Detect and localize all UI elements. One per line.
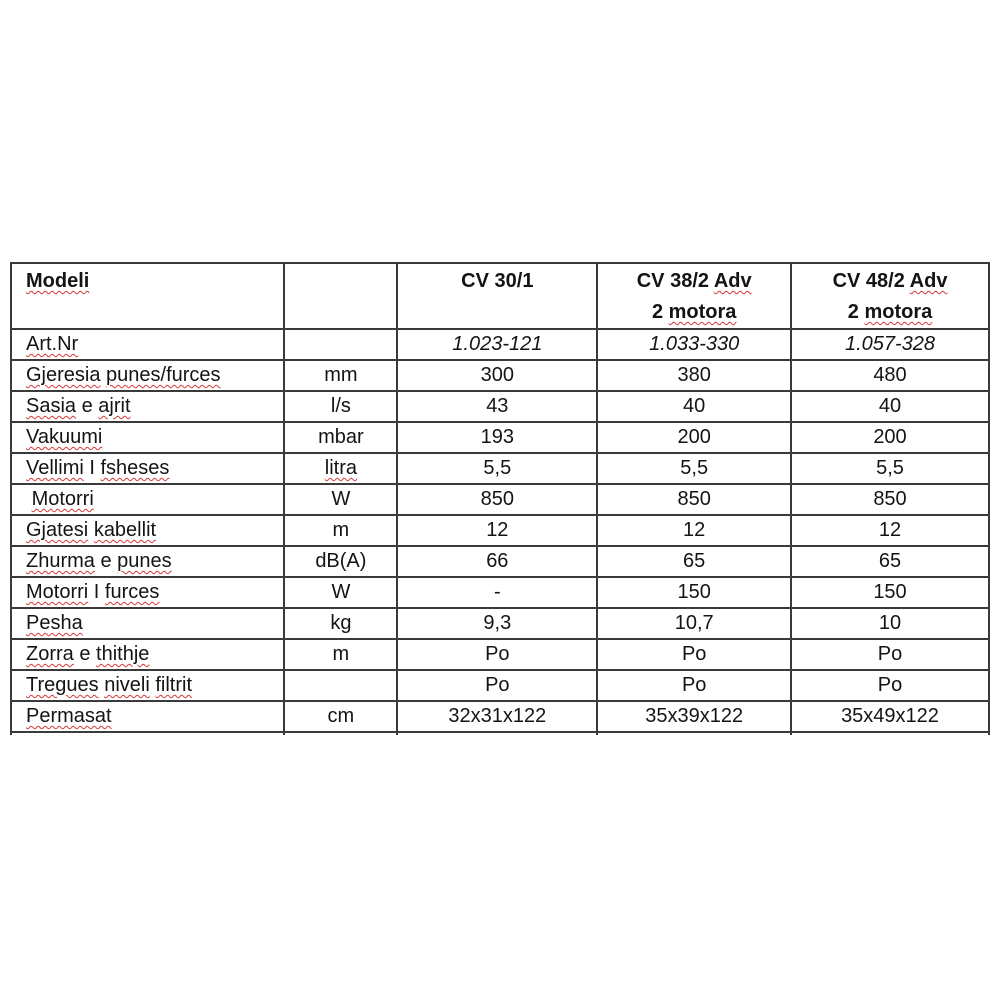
table-row	[11, 670, 989, 701]
word: Zhurma	[26, 550, 95, 572]
row-value-model-1: 300	[397, 360, 597, 391]
row-value-model-3: Po	[791, 670, 989, 701]
row-unit: l/s	[284, 391, 397, 422]
row-value-model-2: 40	[597, 391, 791, 422]
word: thithje	[96, 643, 150, 665]
row-value-model-2: 35x39x122	[597, 701, 791, 732]
row-value-model-2: Po	[597, 639, 791, 670]
row-value-model-2: 150	[597, 577, 791, 608]
word: Pesha	[26, 612, 83, 634]
word: Tregues	[26, 674, 99, 696]
model-name: CV 30/1	[461, 270, 534, 292]
model-name-suffix: Adv	[713, 270, 752, 292]
row-label	[11, 391, 284, 422]
row-label	[11, 329, 284, 360]
row-value-model-2: 10,7	[597, 608, 791, 639]
row-unit	[284, 670, 397, 701]
row-unit	[284, 453, 397, 484]
table-row	[11, 360, 989, 391]
spec-table	[10, 262, 990, 735]
table-row	[11, 701, 989, 732]
model-header-2	[597, 263, 791, 329]
word: Vakuumi	[26, 426, 103, 448]
row-label	[11, 515, 284, 546]
row-label	[11, 484, 284, 515]
row-value-model-2: 1.033-330	[597, 329, 791, 360]
row-value-model-1: 9,3	[397, 608, 597, 639]
table-row	[11, 484, 989, 515]
row-unit: mm	[284, 360, 397, 391]
word: Art.Nr	[26, 333, 79, 355]
row-value-model-3: 10	[791, 608, 989, 639]
row-label	[11, 639, 284, 670]
table-row	[11, 515, 989, 546]
table-row	[11, 546, 989, 577]
row-label	[11, 453, 284, 484]
word: I	[89, 457, 95, 479]
row-value-model-1: 193	[397, 422, 597, 453]
header-row	[11, 263, 989, 329]
row-value-model-3: 150	[791, 577, 989, 608]
row-label	[11, 701, 284, 732]
table-row	[11, 577, 989, 608]
row-value-model-2: 12	[597, 515, 791, 546]
row-label	[11, 608, 284, 639]
table-bottom-edge	[11, 732, 989, 735]
row-value-model-1: Po	[397, 639, 597, 670]
row-value-model-3: 200	[791, 422, 989, 453]
model-name-prefix: CV 48/2	[832, 270, 910, 292]
model-name-prefix: CV 38/2	[636, 270, 714, 292]
model-subtitle-prefix: 2	[847, 301, 865, 323]
row-unit	[284, 329, 397, 360]
word: Gjatesi	[26, 519, 89, 541]
row-value-model-1: 1.023-121	[397, 329, 597, 360]
header-unit-cell	[284, 263, 397, 329]
row-value-model-1: 66	[397, 546, 597, 577]
row-value-model-1: 5,5	[397, 453, 597, 484]
row-value-model-1: 12	[397, 515, 597, 546]
row-value-model-2: Po	[597, 670, 791, 701]
table-row	[11, 329, 989, 360]
table-row	[11, 639, 989, 670]
word: punes	[117, 550, 172, 572]
row-unit: dB(A)	[284, 546, 397, 577]
table-row	[11, 391, 989, 422]
word: ajrit	[98, 395, 131, 417]
word: Zorra	[26, 643, 74, 665]
row-label	[11, 422, 284, 453]
table-row	[11, 453, 989, 484]
row-unit: mbar	[284, 422, 397, 453]
header-label: Modeli	[26, 270, 90, 292]
row-unit: m	[284, 515, 397, 546]
row-value-model-2: 65	[597, 546, 791, 577]
row-value-model-1: 43	[397, 391, 597, 422]
header-label-cell	[11, 263, 284, 329]
table-row	[11, 422, 989, 453]
row-label	[11, 546, 284, 577]
table-row	[11, 608, 989, 639]
word: e	[81, 395, 93, 417]
word: I	[93, 581, 100, 603]
row-value-model-2: 5,5	[597, 453, 791, 484]
model-subtitle-prefix: 2	[651, 301, 669, 323]
row-value-model-3: 5,5	[791, 453, 989, 484]
row-value-model-1: 850	[397, 484, 597, 515]
model-subtitle	[798, 297, 982, 328]
word: e	[79, 643, 91, 665]
row-label	[11, 670, 284, 701]
edge-cell	[397, 732, 597, 735]
row-unit: W	[284, 577, 397, 608]
row-value-model-3: 480	[791, 360, 989, 391]
word: Vellimi	[26, 457, 84, 479]
row-unit: kg	[284, 608, 397, 639]
row-value-model-3: 40	[791, 391, 989, 422]
word: kabellit	[93, 519, 157, 541]
model-subtitle	[604, 297, 784, 328]
row-value-model-3: Po	[791, 639, 989, 670]
word: Permasat	[26, 705, 112, 727]
model-name-suffix: Adv	[909, 270, 948, 292]
row-label	[11, 577, 284, 608]
word: Gjeresia	[26, 364, 101, 386]
word: Motorri	[26, 581, 89, 603]
row-value-model-3: 35x49x122	[791, 701, 989, 732]
row-unit: m	[284, 639, 397, 670]
word: e	[100, 550, 112, 572]
word: furces	[104, 581, 160, 603]
model-header-3	[791, 263, 989, 329]
row-value-model-1: Po	[397, 670, 597, 701]
row-value-model-1: -	[397, 577, 597, 608]
row-value-model-2: 380	[597, 360, 791, 391]
row-label	[11, 360, 284, 391]
row-unit: cm	[284, 701, 397, 732]
edge-cell	[11, 732, 284, 735]
word: punes/furces	[106, 364, 221, 386]
word: Motorri	[31, 488, 94, 510]
model-header-1	[397, 263, 597, 329]
row-value-model-3: 65	[791, 546, 989, 577]
edge-cell	[597, 732, 791, 735]
edge-cell	[791, 732, 989, 735]
model-name	[798, 266, 982, 297]
word: Sasia	[26, 395, 77, 417]
row-value-model-1: 32x31x122	[397, 701, 597, 732]
row-unit: W	[284, 484, 397, 515]
edge-cell	[284, 732, 397, 735]
row-value-model-3: 850	[791, 484, 989, 515]
row-value-model-3: 1.057-328	[791, 329, 989, 360]
model-subtitle-word: motora	[864, 301, 933, 323]
model-name	[604, 266, 784, 297]
row-value-model-2: 200	[597, 422, 791, 453]
word: fsheses	[100, 457, 170, 479]
word: filtrit	[155, 674, 193, 696]
word: litra	[324, 457, 357, 479]
row-value-model-2: 850	[597, 484, 791, 515]
word: niveli	[104, 674, 150, 696]
model-subtitle-word: motora	[668, 301, 737, 323]
row-value-model-3: 12	[791, 515, 989, 546]
